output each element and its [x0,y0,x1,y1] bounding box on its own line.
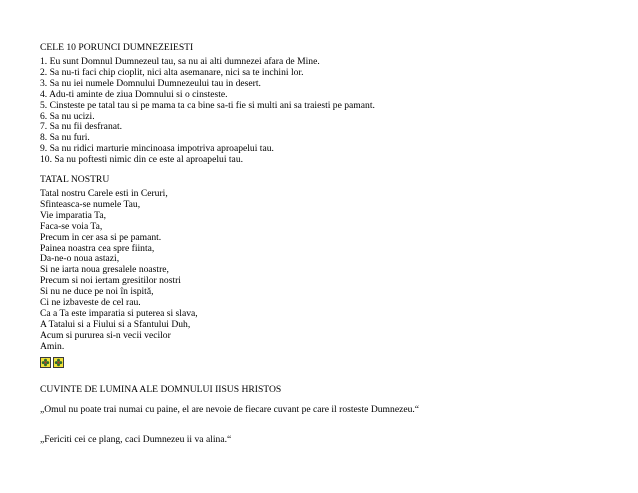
prayer-line: Ci ne izbaveste de cel rau. [40,297,141,309]
commandment-line: 5. Cinsteste pe tatal tau si pe mama ta ca bine sa-ti fie si multi ani sa traiesti pe pamant. [40,99,375,111]
commandment-line: 3. Sa nu iei numele Domnului Dumnezeului tau in desert. [40,77,261,89]
commandment-line: 2. Sa nu-ti faci chip cioplit, nici alta asemanare, nici sa te inchini lor. [40,66,304,78]
quote-paragraph: „Fericiti cei ce plang, caci Dumnezeu ii va alina.“ [40,434,232,445]
prayer-line: Amin. [40,340,65,352]
prayer-line: Painea noastra cea spre fiinta, [40,242,155,254]
commandment-line: 10. Sa nu poftesti nimic din ce este al aproapelui tau. [40,154,244,166]
prayer-line: Sfinteasca-se numele Tau, [40,198,141,210]
commandment-line: 1. Eu sunt Domnul Dumnezeul tau, sa nu ai alti dumnezei afara de Mine. [40,56,320,67]
section-title-words-of-light: CUVINTE DE LUMINA ALE DOMNULUI IISUS HRISTOS [40,384,282,395]
prayer-line: Tatal nostru Carele esti in Ceruri, [40,188,168,199]
commandment-line: 4. Adu-ti aminte de ziua Domnului si o cinsteste. [40,88,228,100]
section-title-commandments: CELE 10 PORUNCI DUMNEZEIESTI [40,42,194,53]
prayer-line: Acum si pururea si-n vecii vecilor [40,329,171,341]
prayer-line: Faca-se voia Ta, [40,220,103,232]
prayer-line: Vie imparatia Ta, [40,209,106,221]
prayer-line: Ca a Ta este imparatia si puterea si slava, [40,307,198,319]
decorative-icons [40,357,64,369]
lords-prayer-text [40,189,198,353]
prayer-line: Si nu ne duce pe noi în ispită, [40,286,154,298]
prayer-line: Si ne iarta noua gresalele noastre, [40,264,169,276]
commandment-line: 8. Sa nu furi. [40,132,90,144]
commandment-line: 7. Sa nu fii desfranat. [40,121,123,133]
commandment-line: 6. Sa nu ucizi. [40,110,95,122]
section-title-lords-prayer: TATAL NOSTRU [40,174,110,185]
flower-icon [40,357,51,368]
commandment-line: 9. Sa nu ridici marturie mincinoasa impotriva aproapelui tau. [40,143,274,155]
prayer-line: Da-ne-o noua astazi, [40,253,120,265]
commandments-list [40,57,375,166]
quote-paragraph: „Omul nu poate trai numai cu paine, el are nevoie de fiecare cuvant pe care il rosteste Dumnezeu.“ [40,404,420,415]
prayer-line: Precum in cer asa si pe pamant. [40,231,162,243]
prayer-line: Precum si noi iertam gresitilor nostri [40,275,181,287]
prayer-line: A Tatalui si a Fiului si a Sfantului Duh, [40,318,191,330]
flower-icon [53,357,64,368]
